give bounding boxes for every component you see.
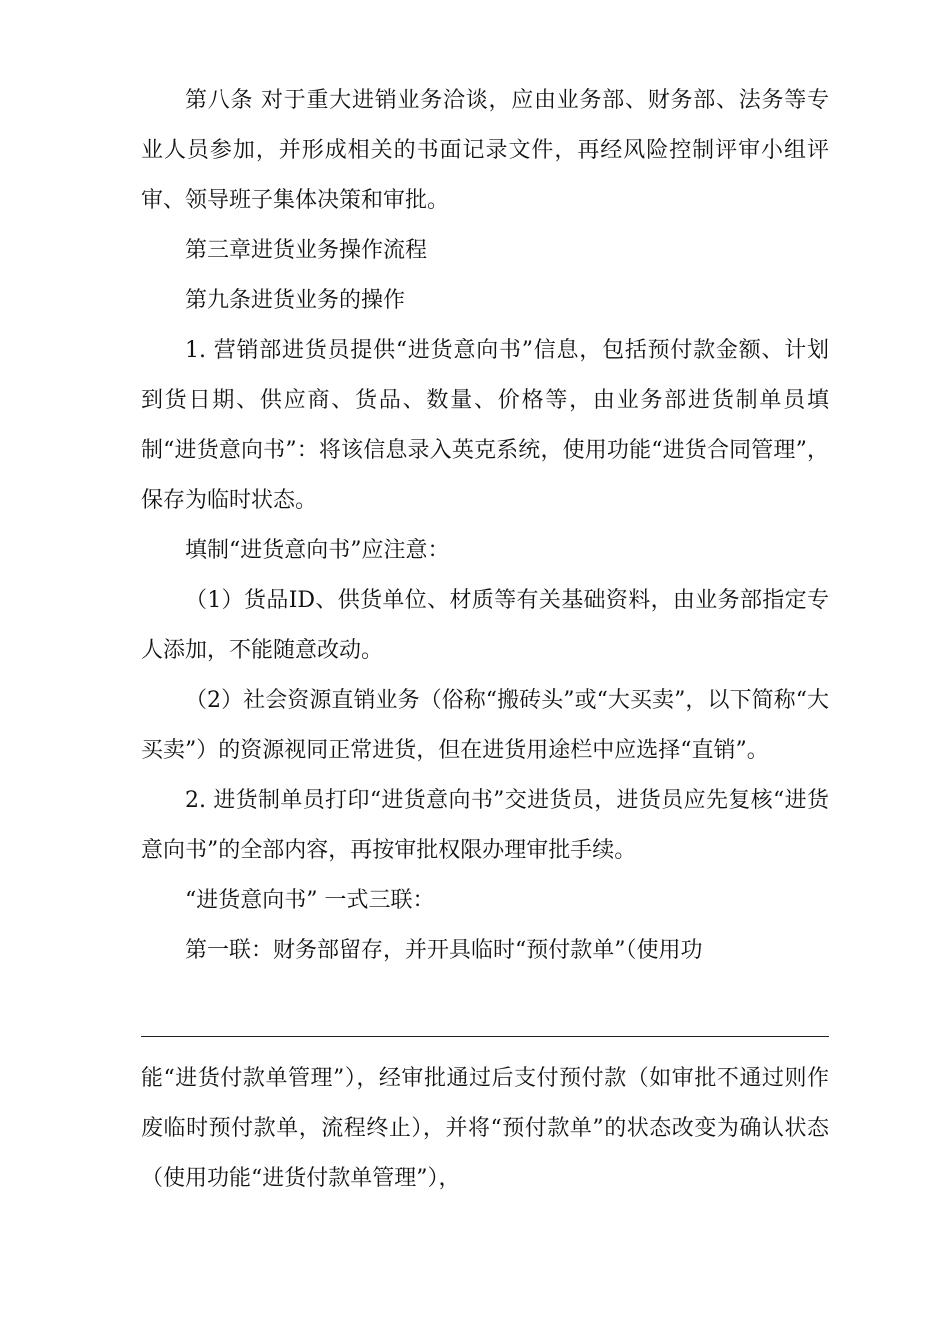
paragraph-copy-1: 第一联：财务部留存，并开具临时“预付款单”（使用功 xyxy=(185,938,703,963)
article-9-heading: 第九条进货业务的操作 xyxy=(185,288,406,313)
paragraph-notes-heading: 填制“进货意向书”应注意： xyxy=(185,538,450,563)
paragraph-article-8: 第八条 对于重大进销业务洽谈，应由业务部、财务部、法务等专业人员参加，并形成相关的书面记录文件，再经风险控制评审小组评审、领导班子集体决策和审批。 xyxy=(141,88,829,213)
document-body-continued xyxy=(141,1054,829,1204)
chapter-heading: 第三章进货业务操作流程 xyxy=(185,238,428,263)
paragraph-continuation: 能“进货付款单管理”），经审批通过后支付预付款（如审批不通过则作废临时预付款单，流程终止），并将“预付款单”的状态改变为确认状态（使用功能“进货付款单管理”）， xyxy=(141,1066,829,1191)
document-body xyxy=(141,76,829,976)
paragraph-note-1: （1）货品ID、供货单位、材质等有关基础资料，由业务部指定专人添加，不能随意改动。 xyxy=(141,588,829,663)
paragraph-copies: “进货意向书” 一式三联： xyxy=(185,888,435,913)
page-divider xyxy=(141,1036,829,1037)
paragraph-item-1: 1. 营销部进货员提供“进货意向书”信息，包括预付款金额、计划到货日期、供应商、货品、数量、价格等，由业务部进货制单员填制“进货意向书”：将该信息录入英克系统，使用功能“进货合同管理”，保存为临时状态。 xyxy=(141,338,829,513)
paragraph-note-2: （2）社会资源直销业务（俗称“搬砖头”或“大买卖”，以下简称“大买卖”）的资源视同正常进货，但在进货用途栏中应选择“直销”。 xyxy=(141,688,829,763)
paragraph-item-2: 2. 进货制单员打印“进货意向书”交进货员，进货员应先复核“进货意向书”的全部内容，再按审批权限办理审批手续。 xyxy=(141,788,829,863)
